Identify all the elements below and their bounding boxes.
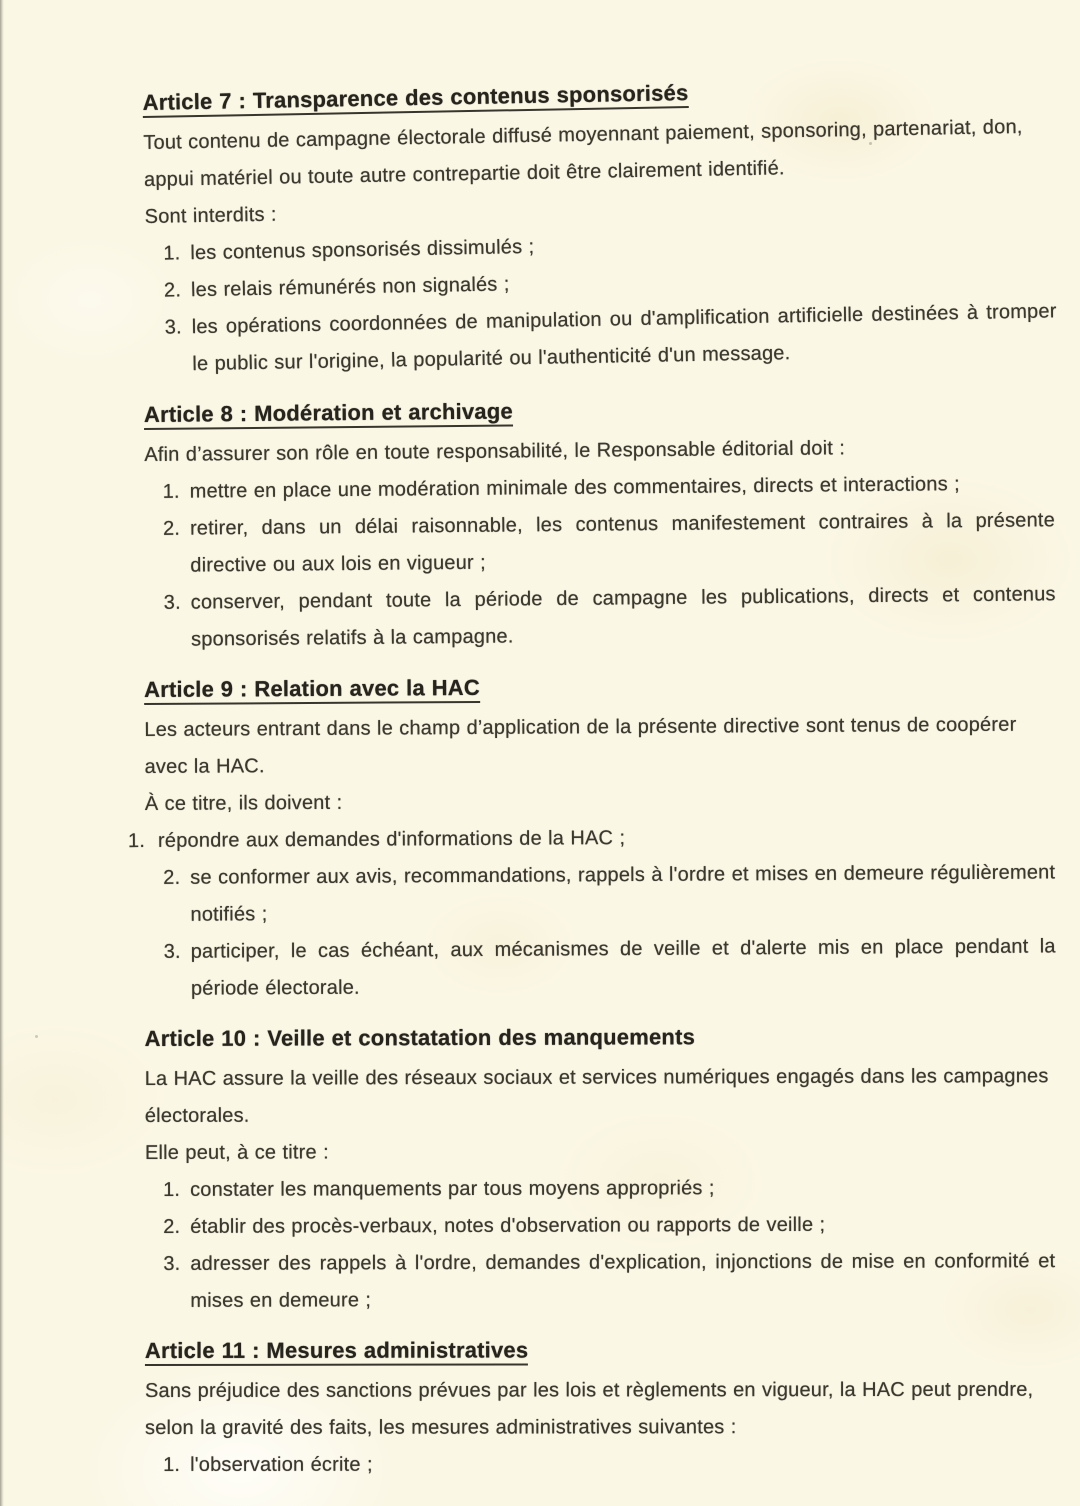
list-item: [145, 1243, 1055, 1320]
document-content: [127, 80, 1057, 1484]
list-item: [145, 1169, 1055, 1209]
list-item: [145, 502, 1056, 585]
list-item: [110, 817, 1055, 860]
list-item-number: 2.: [163, 866, 181, 889]
list-item-number: 3.: [164, 316, 183, 339]
list-item-number: 2.: [163, 279, 182, 302]
list-item: [145, 854, 1055, 934]
list-item-text: les contenus sponsorisés dissimulés ;: [190, 235, 535, 265]
list-item-text: mettre en place une modération minimale des commentaires, directs et interactions ;: [189, 473, 960, 503]
list-item-text: répondre aux demandes d'informations de la HAC ;: [157, 827, 626, 852]
list-item-text: constater les manquements par tous moyens appropriés ;: [190, 1177, 715, 1201]
article-9-paragraph-1: Les acteurs entrant dans le champ d’application de la présente directive sont tenus de coopérer avec la HAC.: [144, 713, 1017, 779]
article-11-section: [145, 1331, 1055, 1484]
list-item-text: établir des procès-verbaux, notes d'observation ou rapports de veille ;: [190, 1213, 826, 1238]
list-item-text: les opérations coordonnées de manipulation ou d'amplification artificielle destinées à tromper le public sur l'origine, la popularité ou l'authenticité d'un message.: [191, 300, 1057, 376]
list-item-text: l'observation écrite ;: [190, 1453, 373, 1476]
scan-edge-shadow: [0, 0, 4, 1506]
list-item-number: 3.: [163, 591, 181, 614]
list-item: [146, 928, 1056, 1008]
list-item-text: retirer, dans un délai raisonnable, les contenus manifestement contraires à la présente directive ou aux lois en vigueur ;: [189, 509, 1056, 577]
article-11-list: [145, 1446, 1055, 1484]
article-9-heading-text: Article 9 : Relation avec la HAC: [144, 675, 480, 705]
list-item-number: 3.: [163, 1252, 181, 1275]
list-item-text: participer, le cas échéant, aux mécanismes de veille et d'alerte mis en place pendant la période électorale.: [190, 935, 1056, 1000]
article-10-heading: [145, 1017, 1055, 1058]
article-7-paragraph-2: Sont interdits :: [144, 203, 277, 229]
article-10-paragraph-2: Elle peut, à ce titre :: [144, 1141, 329, 1164]
article-7-paragraph-1: Tout contenu de campagne électorale diffusé moyennant paiement, sponsoring, partenariat, don, appui matériel ou toute autre contrepartie doit être clairement identifié.: [143, 115, 1023, 192]
article-9-section: [127, 665, 1056, 1008]
list-item: [145, 1446, 1055, 1484]
article-10-heading-text: Article 10 : Veille et constatation des manquements: [144, 1024, 696, 1052]
list-item-number: 1.: [127, 829, 146, 853]
list-item-number: 1.: [163, 242, 181, 265]
list-item-number: 1.: [162, 480, 180, 503]
article-11-heading-text: Article 11 : Mesures administratives: [145, 1337, 528, 1366]
list-item-text: les relais rémunérés non signalés ;: [190, 273, 510, 302]
article-9-list: [127, 817, 1056, 1008]
article-8-heading-text: Article 8 : Modération et archivage: [144, 398, 513, 430]
article-8-list: [144, 465, 1056, 659]
list-item-number: 1.: [163, 1178, 181, 1201]
list-item-number: 2.: [163, 1215, 181, 1238]
list-item-text: adresser des rappels à l'ordre, demandes d'explication, injonctions de mise en conformité et mises en demeure ;: [190, 1250, 1056, 1312]
list-item: [146, 576, 1057, 659]
list-item-number: 1.: [163, 1453, 181, 1476]
article-10-list: [145, 1169, 1055, 1320]
list-item-text: se conformer aux avis, recommandations, rappels à l'ordre et mises en demeure régulièrement notifiés ;: [190, 861, 1056, 926]
article-8-heading: [144, 387, 1054, 434]
article-7-heading-text: Article 7 : Transparence des contenus sponsorisés: [142, 80, 688, 118]
article-11-paragraph-1: Sans préjudice des sanctions prévues par les lois et règlements en vigueur, la HAC peut prendre, selon la gravité des faits, les mesures administratives suivantes :: [144, 1378, 1034, 1439]
article-10-section: [145, 1017, 1056, 1320]
scan-speck: [35, 1035, 38, 1038]
article-11-heading: [145, 1331, 1055, 1370]
list-item-number: 2.: [162, 517, 181, 540]
list-item: [146, 293, 1057, 384]
list-item: [145, 1206, 1055, 1246]
list-item-text: conserver, pendant toute la période de campagne les publications, directs et contenus sponsorisés relatifs à la campagne.: [190, 583, 1056, 651]
article-8-paragraph-1: Afin d’assurer son rôle en toute responsabilité, le Responsable éditorial doit :: [144, 437, 846, 467]
article-7-section: [142, 67, 1057, 384]
article-10-paragraph-1: La HAC assure la veille des réseaux sociaux et services numériques engagés dans les campagnes électorales.: [144, 1065, 1049, 1128]
article-7-list: [145, 219, 1058, 384]
list-item-number: 3.: [163, 940, 181, 963]
article-9-paragraph-2: À ce titre, ils doivent :: [144, 791, 343, 816]
article-9-heading: [144, 665, 1054, 709]
article-8-section: [144, 387, 1056, 659]
